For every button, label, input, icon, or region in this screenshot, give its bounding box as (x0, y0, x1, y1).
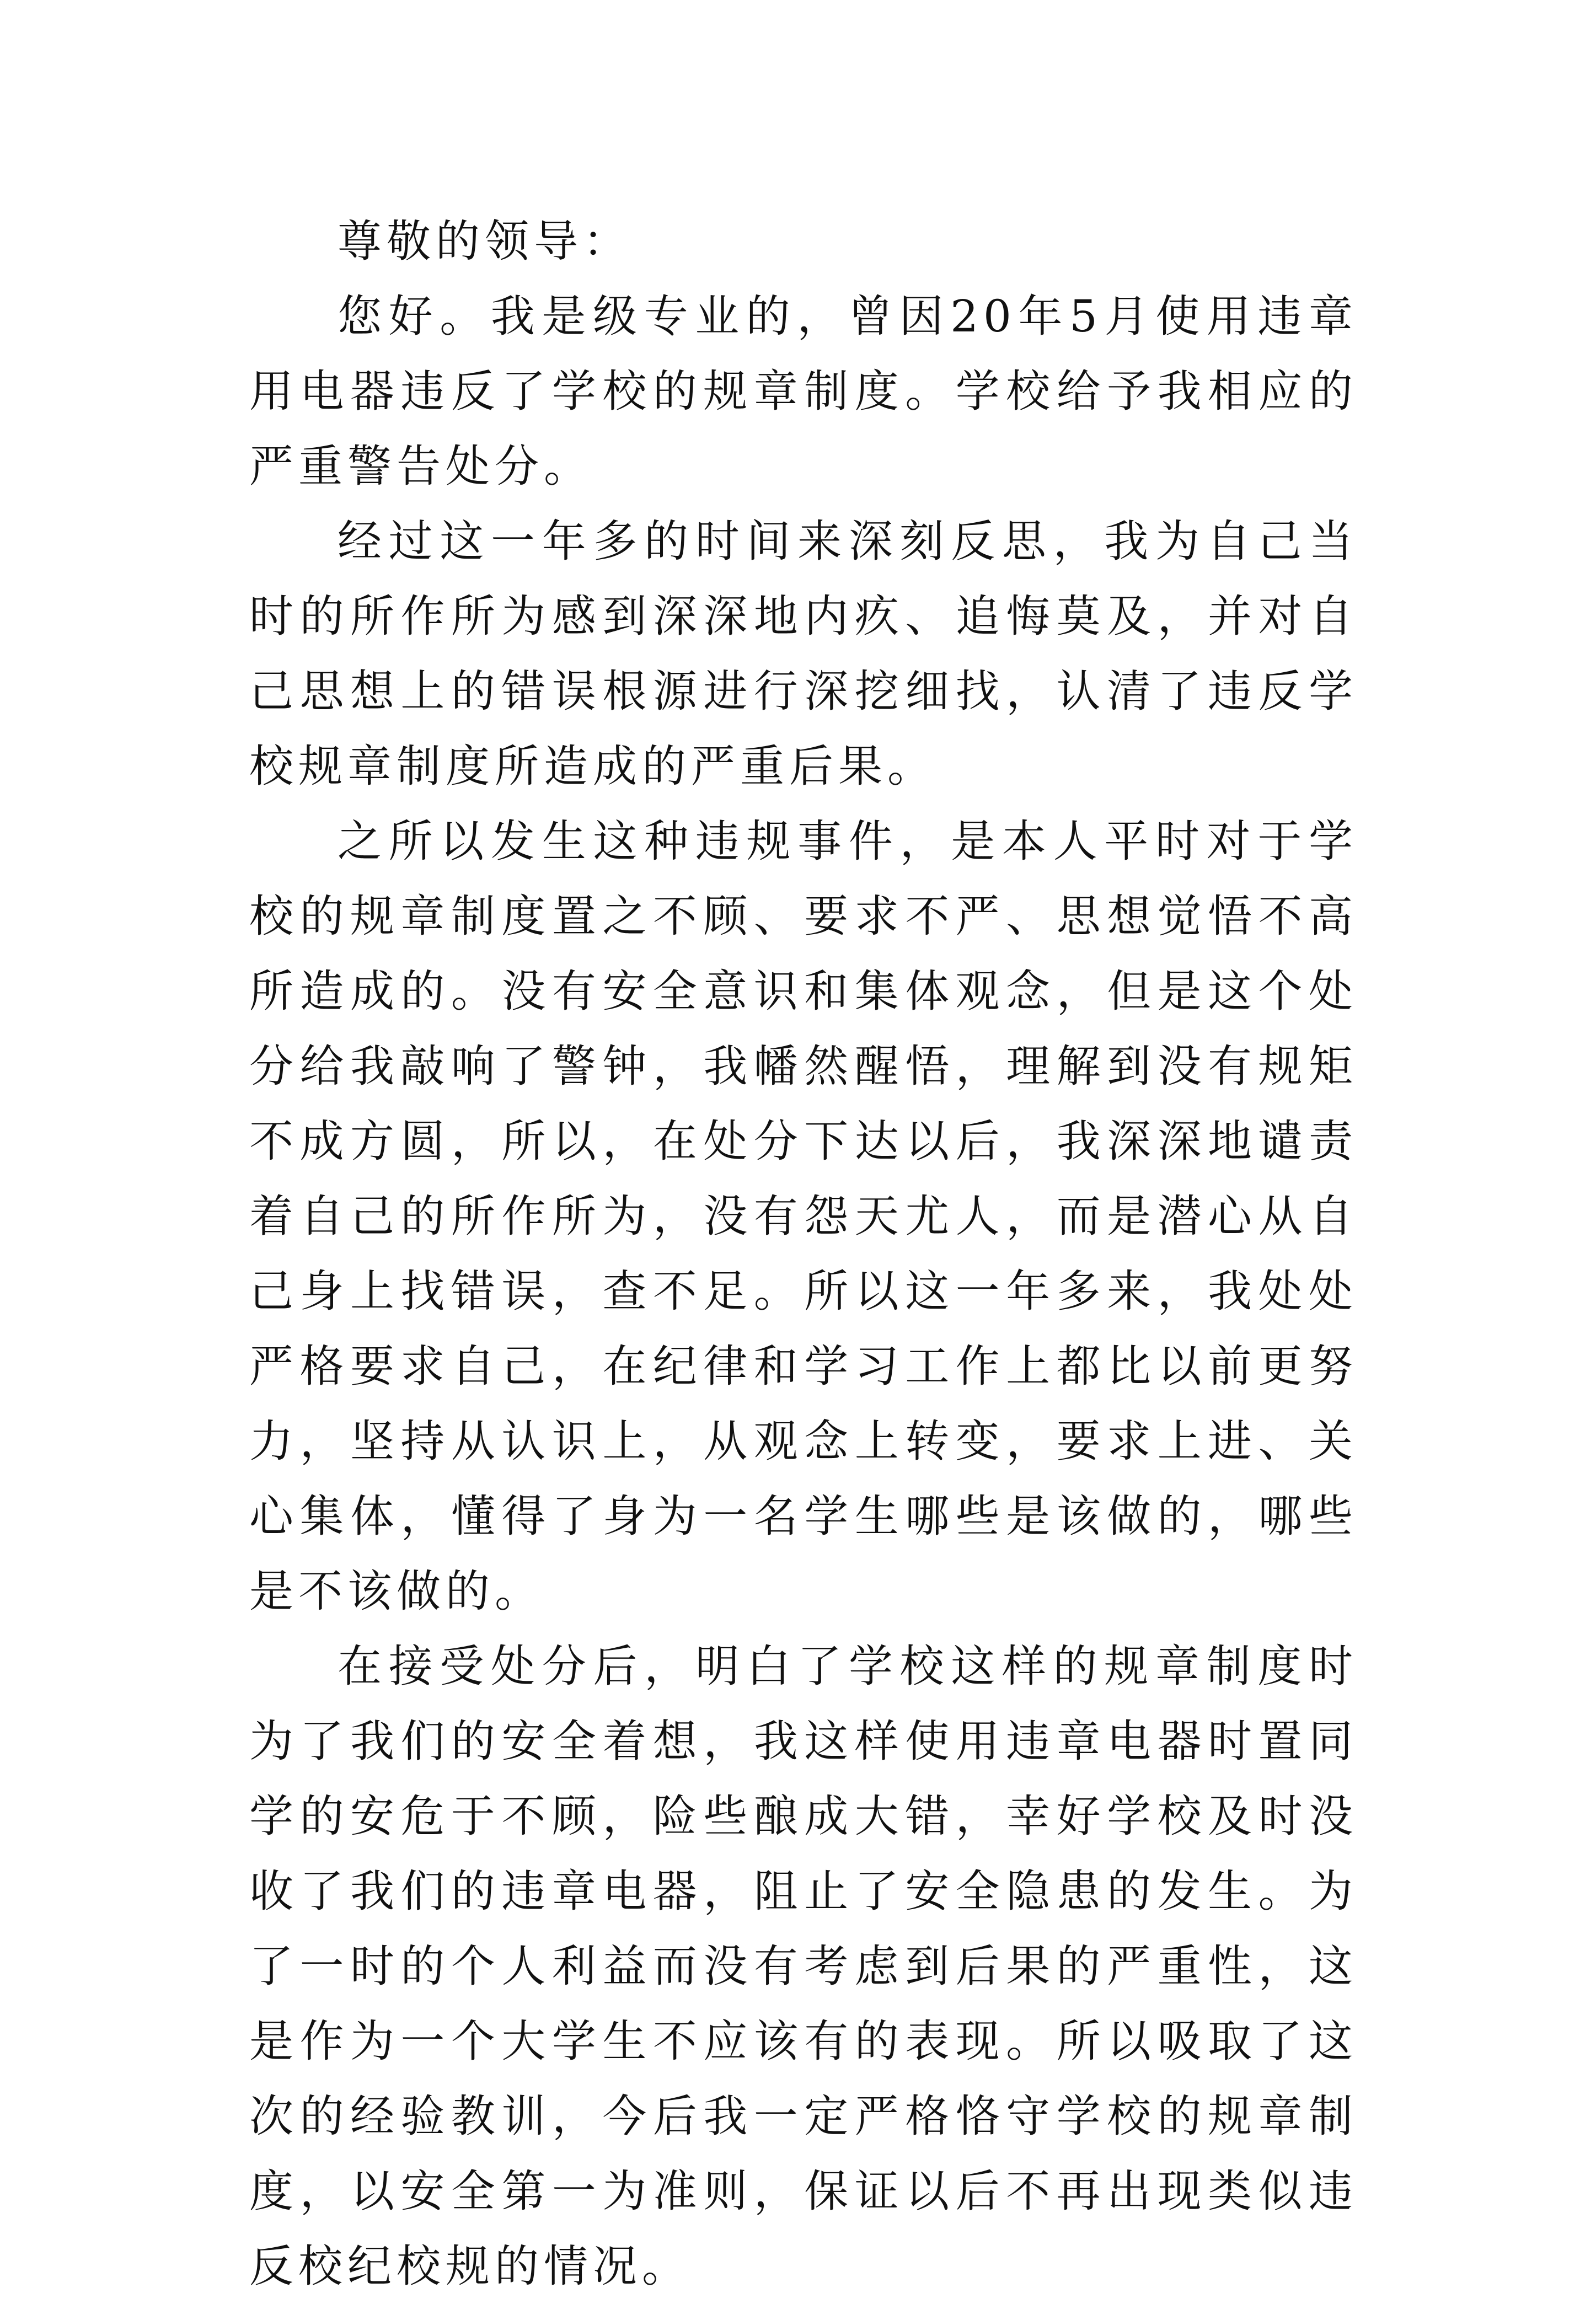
paragraph-causes: 之所以发生这种违规事件，是本人平时对于学校的规章制度置之不顾、要求不严、思想觉悟不高所造成的。没有安全意识和集体观念，但是这个处分给我敲响了警钟，我幡然醒悟，理解到没有规矩不成方圆，所以，在处分下达以后，我深深地谴责着自己的所作所为，没有怨天尤人，而是潜心从自己身上找错误，查不足。所以这一年多来，我处处严格要求自己，在纪律和学习工作上都比以前更努力，坚持从认识上，从观念上转变，要求上进、关心集体，懂得了身为一名学生哪些是该做的，哪些是不该做的。 (249, 816, 1358, 1617)
paragraph-greeting: 您好。我是级专业的，曾因20年5月使用违章用电器违反了学校的规章制度。学校给予我相应的严重警告处分。 (249, 291, 1358, 492)
letter-body (249, 204, 1358, 2304)
salutation: 尊敬的领导： (338, 216, 632, 267)
paragraph-reflection: 经过这一年多的时间来深刻反思，我为自己当时的所作所为感到深深地内疚、追悔莫及，并对自己思想上的错误根源进行深挖细找，认清了违反学校规章制度所造成的严重后果。 (249, 516, 1358, 792)
paragraph-commitment: 在接受处分后，明白了学校这样的规章制度时为了我们的安全着想，我这样使用违章电器时置同学的安危于不顾，险些酿成大错，幸好学校及时没收了我们的违章电器，阻止了安全隐患的发生。为了一时的个人利益而没有考虑到后果的严重性，这是作为一个大学生不应该有的表现。所以吸取了这次的经验教训，今后我一定严格恪守学校的规章制度，以安全第一为准则，保证以后不再出现类似违反校纪校规的情况。 (249, 1641, 1358, 2292)
